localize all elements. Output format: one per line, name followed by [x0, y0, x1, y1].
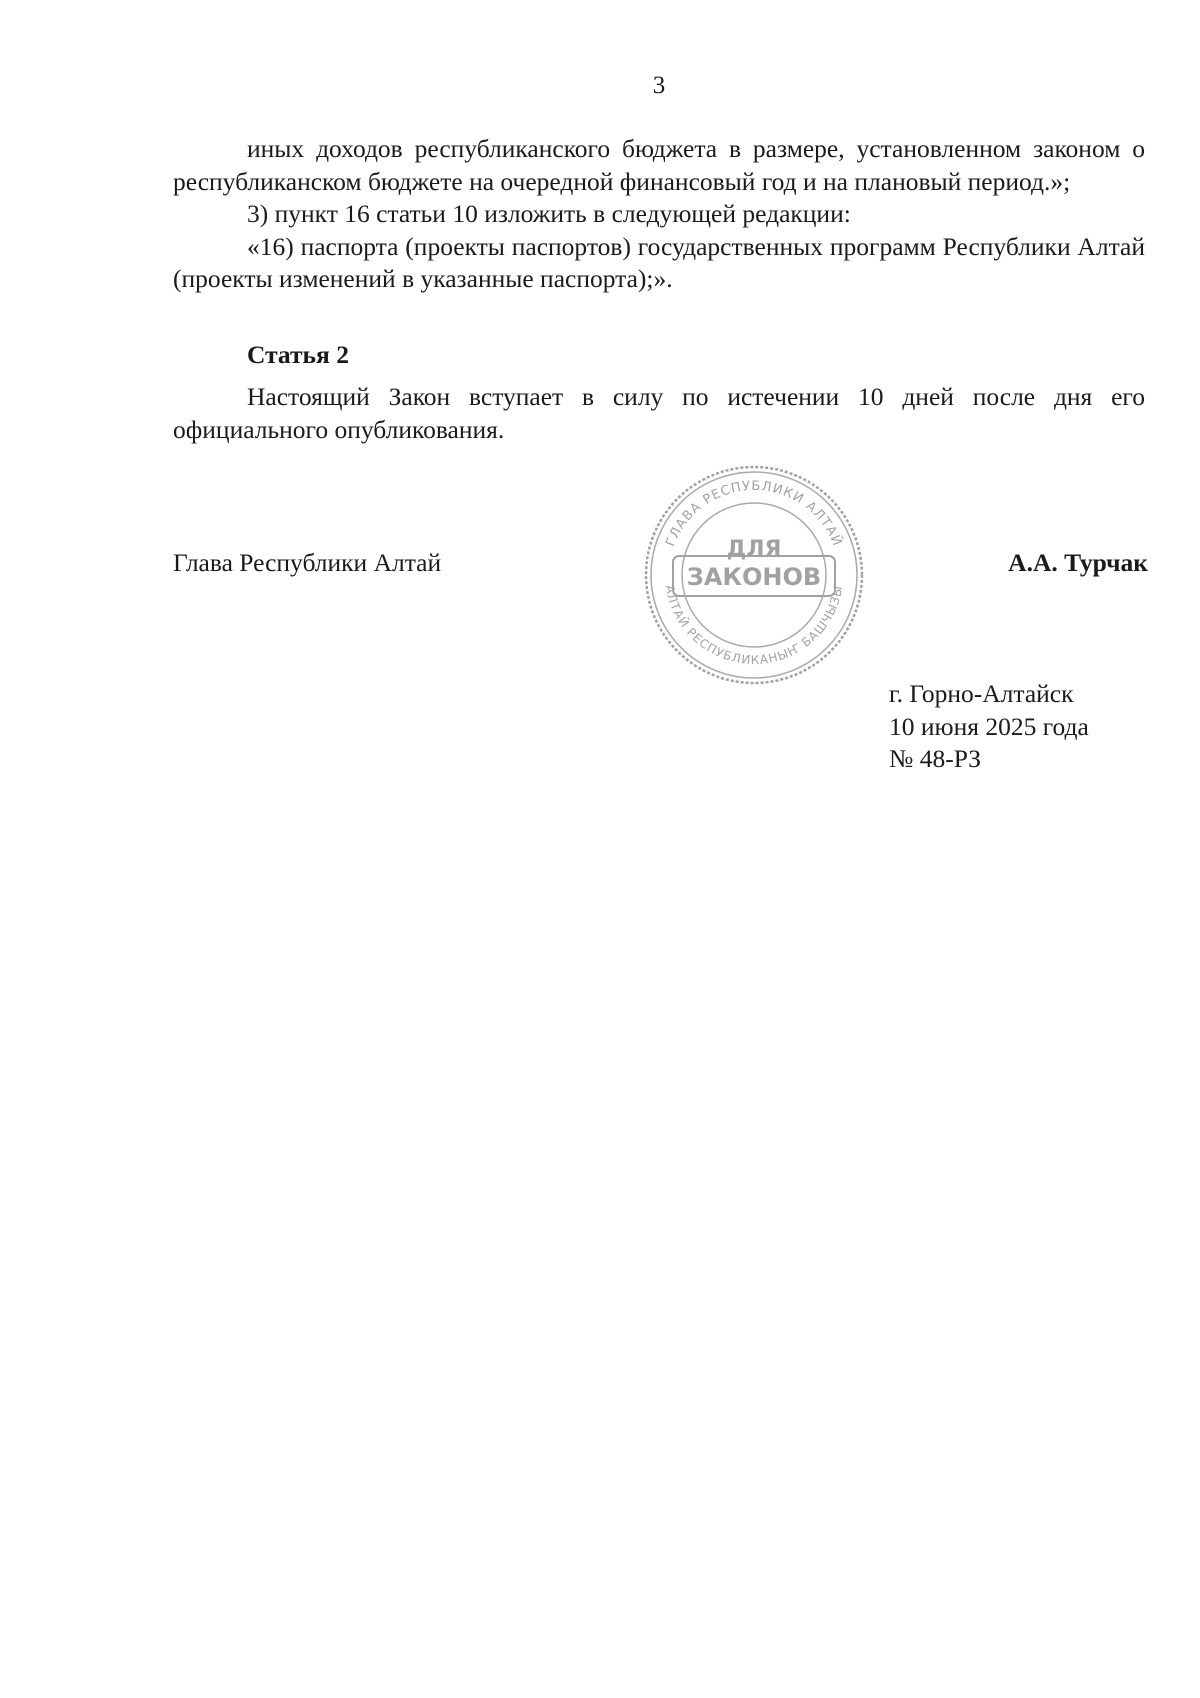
official-seal-stamp: [643, 464, 865, 686]
stamp-outer-text-bottom: АЛТАЙ РЕСПУБЛИКАНЫҤ БАШЧЫЗЫ: [662, 583, 846, 668]
article-2-heading-block: [173, 339, 1145, 372]
stamp-outer-text-top: ГЛАВА РЕСПУБЛИКИ АЛТАЙ: [663, 478, 845, 549]
paragraph-point-16: «16) паспорта (проекты паспортов) государственных программ Республики Алтай (проекты изменений в указанные паспорта);».: [173, 231, 1145, 293]
article-2-text-block: [173, 381, 1145, 446]
issue-date: 10 июня 2025 года: [889, 711, 1089, 741]
issue-city: г. Горно-Алтайск: [889, 679, 1074, 708]
signature-title: Глава Республики Алтай: [173, 548, 442, 577]
article-text: Настоящий Закон вступает в силу по истечении 10 дней после дня его официального опубликования.: [173, 382, 1145, 444]
signature-name: А.А. Турчак: [1008, 548, 1148, 577]
law-number: № 48-РЗ: [889, 744, 981, 773]
stamp-center-line2: ЗАКОНОВ: [686, 563, 822, 591]
paragraph-income: иных доходов республиканского бюджета в размере, установленном законом о республиканском бюджете на очередной финансовый год и на плановый период.»;: [173, 134, 1145, 196]
article-heading: Статья 2: [247, 340, 349, 369]
body-text: [173, 133, 1145, 296]
paragraph-point-3: 3) пункт 16 статьи 10 изложить в следующей редакции:: [247, 199, 851, 228]
issue-details: [889, 678, 1089, 776]
page-number: 3: [652, 72, 666, 99]
stamp-center-line1: ДЛЯ: [726, 537, 782, 562]
